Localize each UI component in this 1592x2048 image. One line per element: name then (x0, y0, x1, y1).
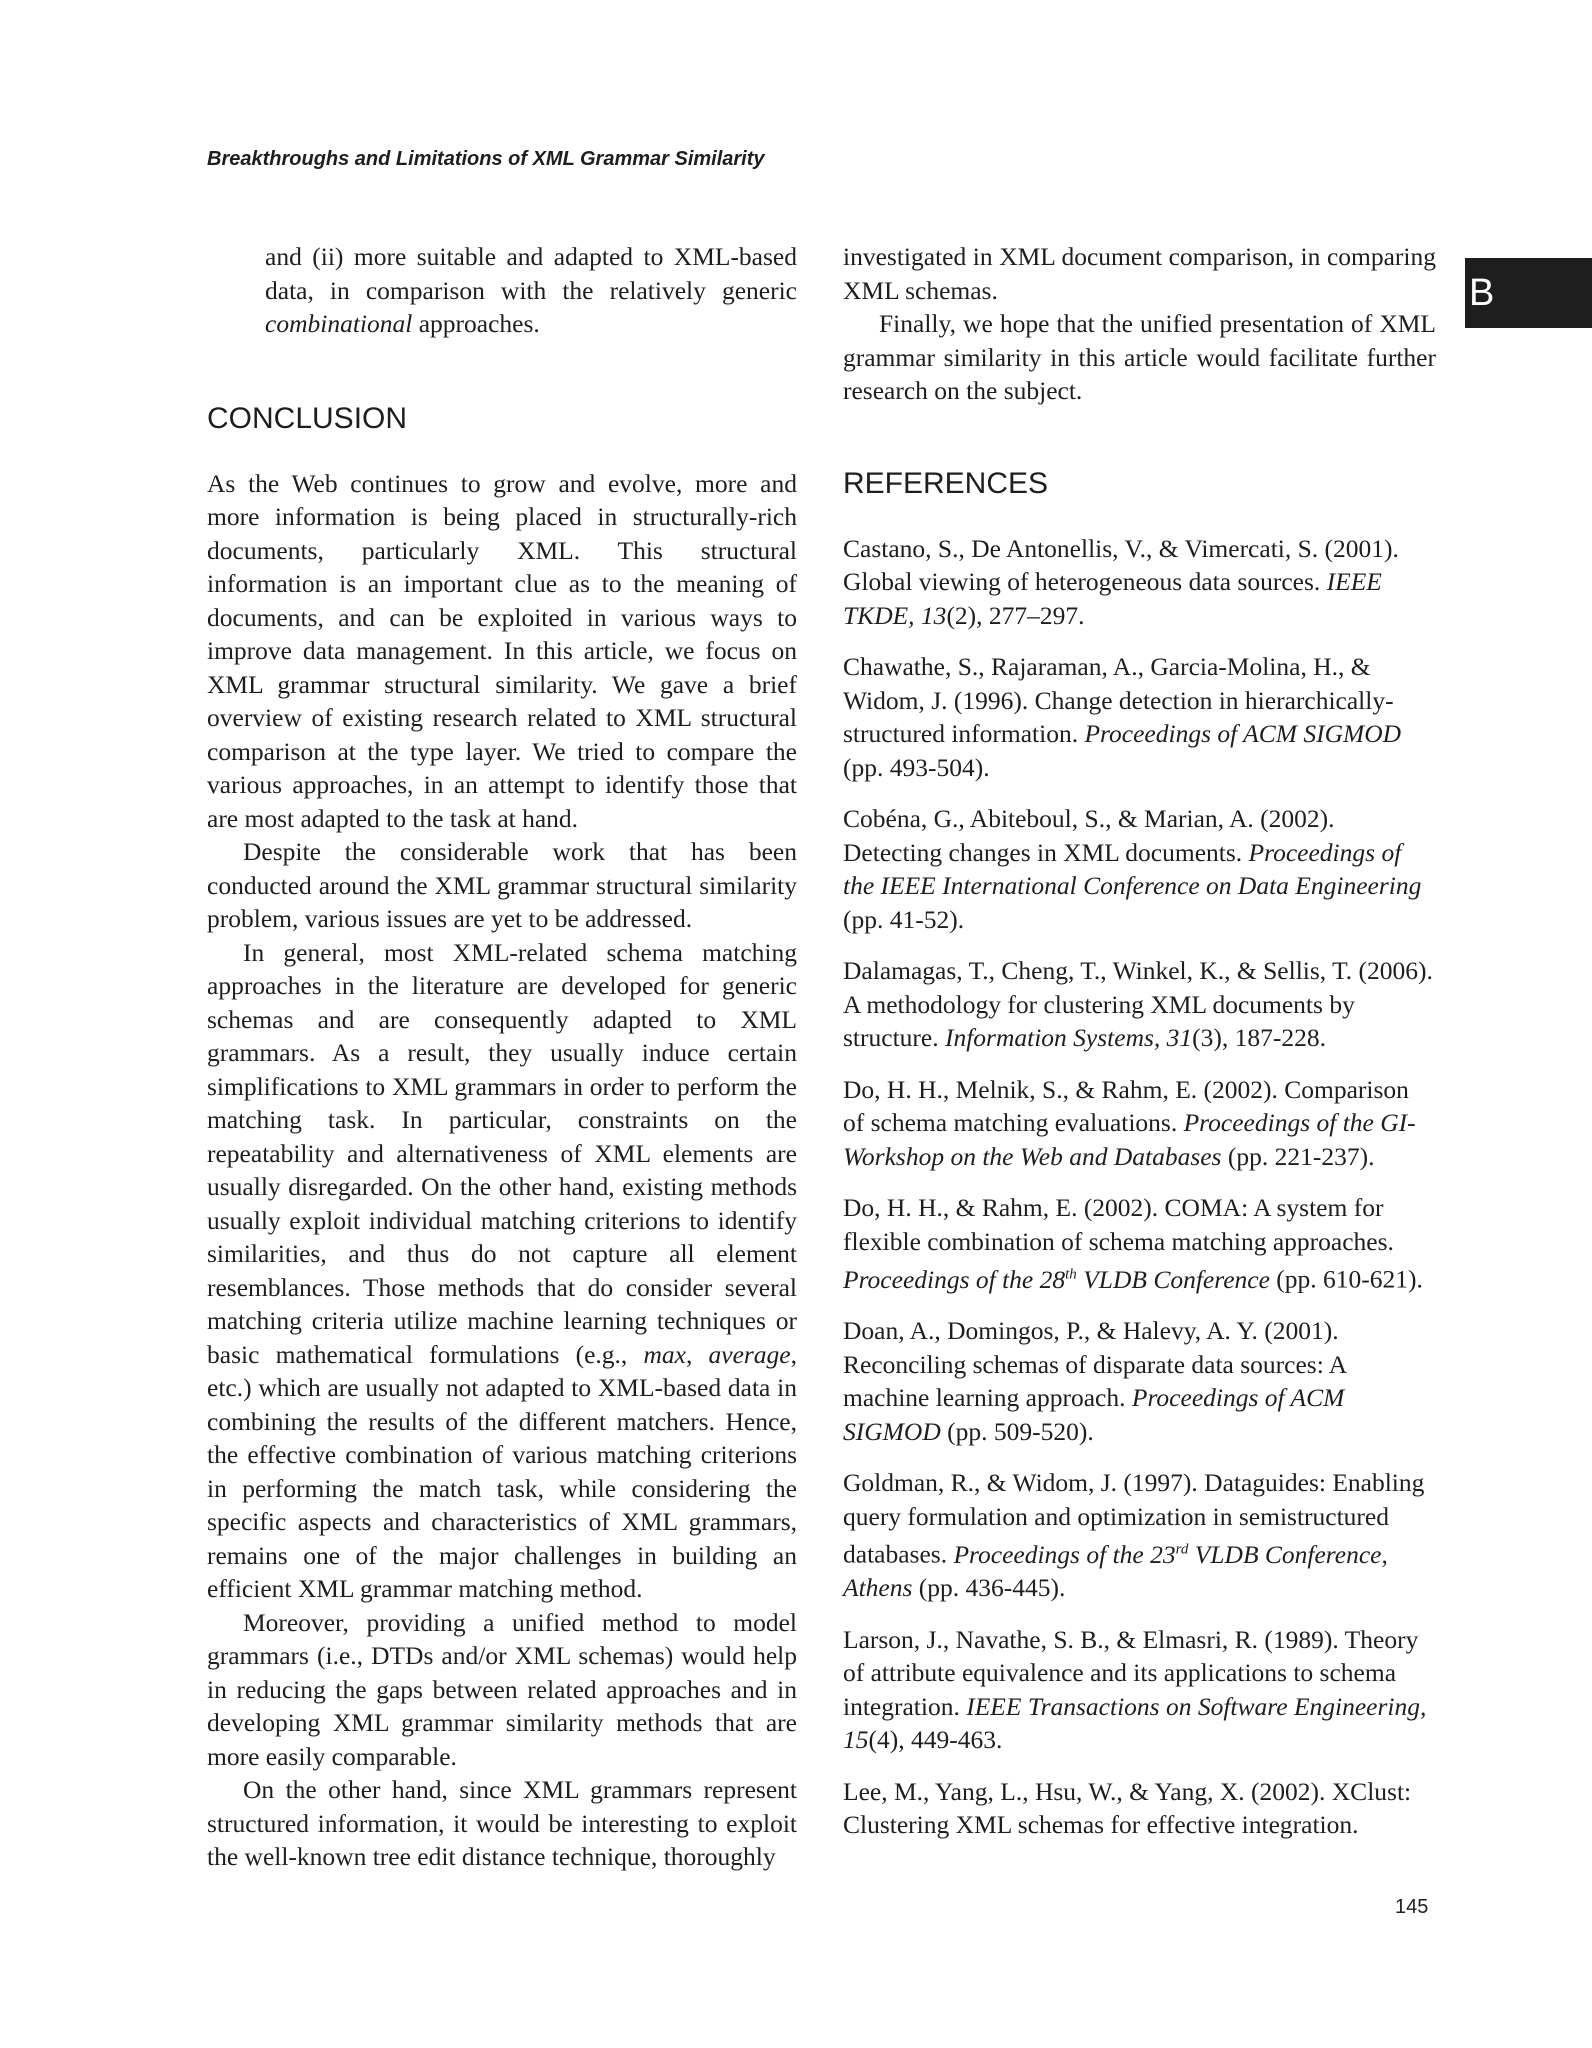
right-carryover-paragraph: investigated in XML document comparison, in comparing XML schemas. (843, 242, 1436, 305)
conclusion-paragraph-1: As the Web continues to grow and evolve, more and more information is being placed in structurally-rich documents, particularly XML. This structural information is an important clue as to the meaning of documents, and can be exploited in various ways to improve data management. In this article, we focus on XML grammar structural similarity. We gave a brief overview of existing research related to XML structural comparison at the type layer. We tried to compare the various approaches, in an attempt to identify those that are most adapted to the task at hand. (207, 468, 797, 833)
reference-item: Cobéna, G., Abiteboul, S., & Marian, A. (2002). Detecting changes in XML documents. Proceedings of the IEEE International Conference on Data Engineering (pp. 41-52). (843, 804, 1422, 934)
carryover-paragraph: and (ii) more suitable and adapted to XML-based data, in comparison with the relatively generic combinational approaches. (265, 242, 797, 338)
conclusion-paragraph-3: In general, most XML-related schema matching approaches in the literature are developed for generic schemas and are consequently adapted to XML grammars. As a result, they usually induce certain simplifications to XML grammars in order to perform the matching task. In particular, constraints on the repeatability and alternativeness of XML elements are usually disregarded. On the other hand, existing methods usually exploit individual matching criterions to identify similarities, and thus do not capture all element resemblances. Those methods that do consider several matching criteria utilize machine learning techniques or basic mathematical formulations (e.g., max, average, etc.) which are usually not adapted to XML-based data in combining the results of the different matchers. Hence, the effective combination of various matching criterions in performing the match task, while considering the specific aspects and characteristics of XML grammars, remains one of the major challenges in building an efficient XML grammar matching method. (207, 937, 798, 1603)
section-thumb-tab: B (1465, 258, 1592, 328)
final-paragraph: Finally, we hope that the unified presentation of XML grammar similarity in this article would facilitate further research on the subject. (843, 309, 1436, 405)
reference-item: Do, H. H., & Rahm, E. (2002). COMA: A system for flexible combination of schema matching approaches. Proceedings of the 28th VLDB Conference (pp. 610-621). (843, 1193, 1423, 1294)
conclusion-paragraph-5: On the other hand, since XML grammars represent structured information, it would be interesting to exploit the well-known tree edit distance technique, thoroughly (207, 1775, 797, 1871)
reference-item: Do, H. H., Melnik, S., & Rahm, E. (2002). Comparison of schema matching evaluations. Proceedings of the GI-Workshop on the Web and Databases (pp. 221-237). (843, 1074, 1416, 1171)
reference-item: Goldman, R., & Widom, J. (1997). Dataguides: Enabling query formulation and optimization in semistructured databases. Proceedings of the 23rd VLDB Conference, Athens (pp. 436-445). (843, 1468, 1425, 1602)
left-column (207, 240, 797, 1874)
reference-item: Dalamagas, T., Cheng, T., Winkel, K., & Sellis, T. (2006). A methodology for clustering XML documents by structure. Information Systems, 31(3), 187-228. (843, 956, 1433, 1052)
reference-item: Castano, S., De Antonellis, V., & Vimercati, S. (2001). Global viewing of heterogeneous data sources. IEEE TKDE, 13(2), 277–297. (843, 533, 1399, 630)
conclusion-paragraph-2: Despite the considerable work that has been conducted around the XML grammar structural similarity problem, various issues are yet to be addressed. (207, 837, 797, 933)
conclusion-heading: CONCLUSION (207, 401, 408, 435)
running-head: Breakthroughs and Limitations of XML Grammar Similarity (207, 148, 765, 170)
reference-item: Lee, M., Yang, L., Hsu, W., & Yang, X. (2002). XClust: Clustering XML schemas for effective integration. (843, 1776, 1412, 1839)
conclusion-paragraph-4: Moreover, providing a unified method to model grammars (i.e., DTDs and/or XML schemas) would help in reducing the gaps between related approaches and in developing XML grammar similarity methods that are more easily comparable. (207, 1607, 797, 1771)
right-column (843, 240, 1436, 1860)
reference-item: Chawathe, S., Rajaraman, A., Garcia-Molina, H., & Widom, J. (1996). Change detection in hierarchically-structured information. Proceedings of ACM SIGMOD (pp. 493-504). (843, 652, 1402, 782)
reference-item: Larson, J., Navathe, S. B., & Elmasri, R. (1989). Theory of attribute equivalence and its applications to schema integration. IEEE Transactions on Software Engineering, 15(4), 449-463. (843, 1624, 1427, 1754)
reference-item: Doan, A., Domingos, P., & Halevy, A. Y. (2001). Reconciling schemas of disparate data sources: A machine learning approach. Proceedings of ACM SIGMOD (pp. 509-520). (843, 1316, 1346, 1446)
reference-list (843, 532, 1436, 1842)
page-number: 145 (1395, 1896, 1429, 1918)
references-heading: REFERENCES (843, 466, 1049, 500)
